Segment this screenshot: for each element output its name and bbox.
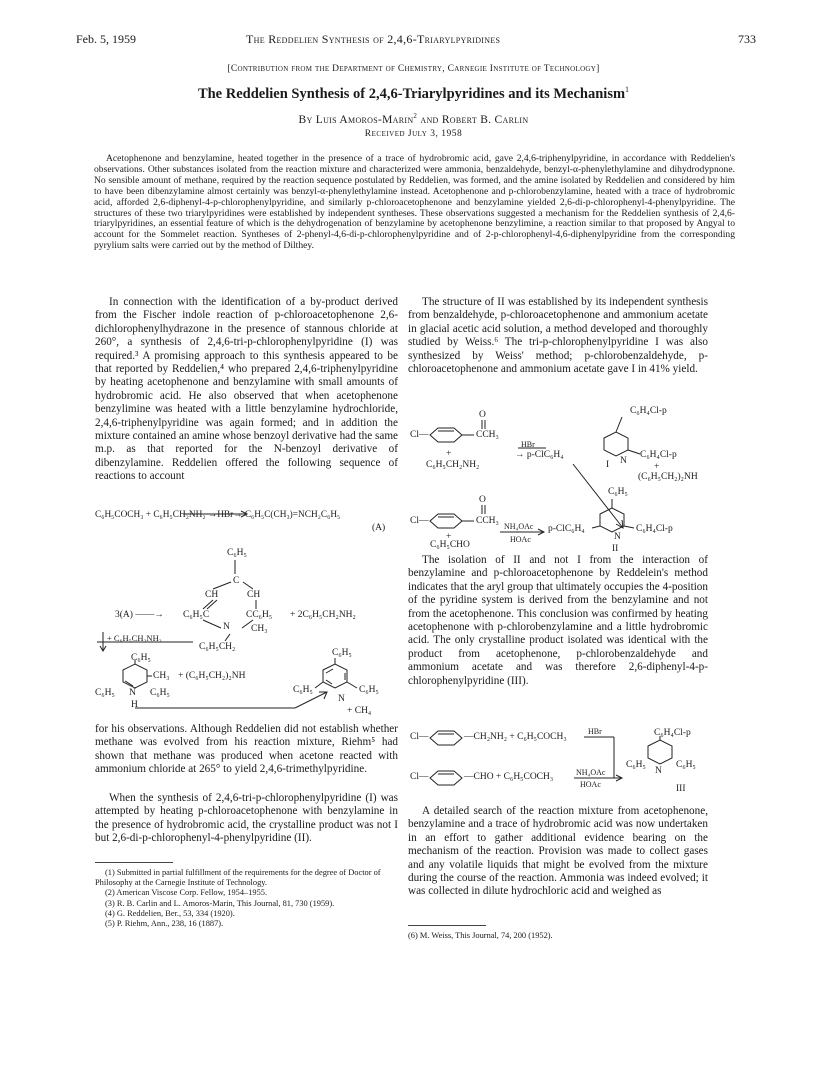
- title-footnote-mark: 1: [625, 85, 630, 94]
- received-date: Received July 3, 1958: [364, 129, 463, 139]
- product-ii-label: II: [612, 544, 619, 554]
- pyridine-nitrogen: N: [338, 694, 345, 704]
- dihydropyridine-top-phenyl: C₆H₅: [131, 653, 151, 663]
- running-header: [76, 32, 756, 48]
- footnote-4: (4) G. Reddelien, Ber., 53, 334 (1920).: [105, 908, 235, 918]
- ammonium-acetate-2: NH₄OAc: [576, 768, 606, 777]
- methane-byproduct: + CH₄: [347, 706, 372, 716]
- product-ii-nitrogen: N: [614, 532, 621, 542]
- footnote-1: (1) Submitted in partial fulfillment of the requirements for the degree of Doctor of Philosophy at the Carnegie Institute of Technology.: [95, 868, 381, 888]
- imine-nitrogen: N: [223, 622, 230, 632]
- right-scheme-2-bonds: [408, 732, 708, 792]
- left-paragraph-2: for his observations. Although Reddelien did not establish whether methane was evolved from his reaction mixture, Riehm⁵ had shown that methane was produced when acetone reacted with ammonium chloride at 265° to yield 2,4,6-trimethylpyridine.: [95, 723, 398, 776]
- right-scheme-1-bonds: [408, 398, 708, 553]
- dihydropyridine-left-phenyl: C₆H₅: [95, 688, 115, 698]
- hbr-catalyst-2: HBr: [588, 727, 602, 736]
- footnote-rule-right: [408, 925, 486, 926]
- dihydropyridine-h: H: [131, 700, 138, 710]
- product-i-top-aryl: C₆H₄Cl-p: [630, 406, 667, 416]
- left-footnotes: [95, 862, 398, 929]
- author-prefix: By: [298, 113, 316, 126]
- product-iii-right-phenyl: C₆H₅: [676, 760, 696, 770]
- footnote-rule: [95, 862, 173, 863]
- author-line: [0, 112, 827, 126]
- carbonyl-oxygen-2: O: [479, 495, 486, 505]
- pyridine-right-phenyl: C₆H₅: [359, 685, 379, 695]
- left-scheme-bonds: [95, 510, 400, 720]
- product-ii-right-aryl: C₆H₄Cl-p: [636, 524, 673, 534]
- benzaldehyde-reactant: C₆H₅CHO: [430, 540, 470, 550]
- intermediate-top-phenyl: C₆H₅: [227, 548, 247, 558]
- header-page-number: 733: [738, 32, 756, 46]
- cl-substituent-4: Cl—: [410, 772, 429, 782]
- benzylamine-reagent: + C₆H₅CH₂NH₂: [107, 633, 162, 643]
- cl-substituent-2: Cl—: [410, 516, 429, 526]
- dihydropyridine-methyl: CH₃: [153, 671, 170, 681]
- hbr-catalyst: HBr: [521, 440, 535, 449]
- carbonyl-oxygen-1: O: [479, 410, 486, 420]
- header-running-title: The Reddelien Synthesis of 2,4,6-Triarylpyridines: [246, 32, 501, 46]
- footnote-3: (3) R. B. Carlin and L. Amoros-Marin, This Journal, 81, 730 (1959).: [105, 898, 335, 908]
- header-date: Feb. 5, 1959: [76, 32, 136, 46]
- footnote-6: (6) M. Weiss, This Journal, 74, 200 (1952).: [408, 931, 553, 940]
- abstract: Acetophenone and benzylamine, heated together in the presence of a trace of hydrobromic acid, gave 2,4,6-triphenylpyridine, in accordance with Reddelien's observations. Other substances isolated from the reaction mixture and characterized were ammonia, benzaldehyde, benzyl-α-phenylethylamine and dihydrodypnone. No sensible amount of methane, required by the reaction sequence postulated by Reddelien, was formed, and the amine isolated by Reddelien and considered by him to have been dibenzylamine almost certainly was benzyl-α-phenylethylamine instead. Acetophenone and p-chlorobenzylamine, heated with a trace of hydrobromic acid, afforded 2,6-diphenyl-4-p-chlorophenylpyridine, and similarly p-chloroacetophenone and benzylamine yielded 2,6-di-p-chlorophenyl-4-phenylpyridine. The structures of these two triarylpyridines were established by independent syntheses. These observations suggested a mechanism for the Reddelien synthesis of 2,4,6-triarylpyridines, an essential feature of which is the dehydrogenation of benzylamine by acetophenone benzylimine, a reaction similar to that proposed by Angyal to account for the Sommelet reaction. Syntheses of 2-phenyl-4,6-di-p-chlorophenylpyridine and of 2-p-chlorophenyl-4,6-diphenylpyridine from the corresponding pyrylium salts were carried out by the method of Dilthey.: [94, 153, 735, 252]
- cl-substituent-1: Cl—: [410, 430, 429, 440]
- ch-right: CH: [247, 590, 261, 600]
- scheme-compound-iii: [408, 727, 708, 794]
- equation-1: —CH₂NH₂ + C₆H₅COCH₃: [464, 732, 567, 742]
- right-paragraph-3: A detailed search of the reaction mixture from acetophenone, benzylamine and a trace of hydrobromic acid was now undertaken in an effort to gather additional evidence bearing on the mechanism of the reaction. Provision was made to collect gases and any volatile liquids that might be evolved from the mixture during the course of the reaction. Ammonia was indeed evolved; it was collected in dilute hydrochloric acid and weighed as: [408, 805, 708, 898]
- dihydropyridine-right-phenyl: C₆H₅: [150, 688, 170, 698]
- equation-a: C₆H₅COCH₃ + C₆H₅CH₂NH₂ →HBr→ C₆H₅C(CH₃)=NCH₂C₆H₅: [95, 510, 341, 520]
- product-i-right-aryl: C₆H₄Cl-p: [640, 450, 677, 460]
- product-plus: +: [654, 462, 660, 472]
- dihydropyridine-nitrogen: N: [129, 688, 136, 698]
- scheme-compounds-i-ii: [408, 398, 708, 553]
- arrow-to-product-i: → p-ClC₆H₄: [515, 450, 564, 460]
- benzyl-substituent: C₆H₅CH₂: [199, 642, 236, 652]
- pyridine-top-phenyl: C₆H₅: [332, 648, 352, 658]
- central-carbon: C: [233, 576, 240, 586]
- phenyl-c-left: C₆H₅C: [183, 610, 210, 620]
- ch-left: CH: [205, 590, 219, 600]
- acetic-acid-2: HOAc: [580, 780, 601, 789]
- product-iii-top-aryl: C₆H₄Cl-p: [654, 728, 691, 738]
- ammonium-acetate: NH₄OAc: [504, 522, 534, 531]
- equation-2: —CHO + C₆H₅COCH₃: [464, 772, 554, 782]
- acetyl-group-1: CCH₃: [476, 430, 499, 440]
- footnote-5: (5) P. Riehm, Ann., 238, 16 (1887).: [105, 919, 224, 929]
- plus-sign-1: +: [446, 449, 452, 459]
- left-paragraph-1: In connection with the identification of a by-product derived from the Fischer indole reaction of p-chloroacetophenone 2,6-dichlorophenylhydrazone in the presence of stannous chloride at 260°, a synthesis of 2,4,6-tri-p-chlorophenylpyridine (I) was required.³ A promising approach to this synthesis appeared to be that reported by Reddelien,⁴ who prepared 2,4,6-triphenylpyridine by heating acetophenone and benzylamine with small amounts of hydrobromic acid. He also observed that when acetophenone benzylimine was heated with a little benzylamine hydrochloride, 2,4,6-triphenylpyridine was again formed; and in addition the mixture contained an amine whose benzoyl derivative had the same m.p. as that reported for the N-benzoyl derivative of dibenzylamine. Reddelien offered the following sequence of reactions to account: [95, 296, 398, 483]
- right-footnotes: [408, 925, 708, 941]
- product-iii-nitrogen: N: [655, 766, 662, 776]
- contribution-line: [Contribution from the Department of Chemistry, Carnegie Institute of Technology]: [227, 64, 600, 74]
- right-paragraph-1: The structure of II was established by its independent synthesis from benzaldehyde, p-chloroacetophenone and ammonium acetate in glacial acetic acid solution, a method developed and thoroughly studied by Weiss.⁶ The tri-p-chlorophenylpyridine I was also synthesized by Weiss' method; p-chlorobenzaldehyde, p-chloroacetophenone and ammonium acetate gave I in 41% yield.: [408, 296, 708, 376]
- acetic-acid: HOAc: [510, 535, 531, 544]
- author-2: Robert B. Carlin: [441, 113, 529, 126]
- product-ii-top-phenyl: C₆H₅: [608, 487, 628, 497]
- plus-benzylamine: + 2C₆H₅CH₂NH₂: [290, 610, 356, 620]
- dibenzylamine-product: (C₆H₅CH₂)₂NH: [638, 472, 698, 482]
- author-conj: and: [417, 113, 442, 126]
- methyl-group: CH₃: [251, 624, 268, 634]
- three-a-arrow: 3(A) ——→: [115, 610, 164, 620]
- phenyl-c-right: CC₆H₅: [246, 610, 273, 620]
- cl-substituent-3: Cl—: [410, 732, 429, 742]
- pyridine-left-phenyl: C₆H₅: [293, 685, 313, 695]
- plus-sign-2: +: [446, 532, 452, 542]
- acetyl-group-2: CCH₃: [476, 516, 499, 526]
- author-1-note: 2: [413, 112, 418, 120]
- equation-a-label: (A): [372, 523, 386, 533]
- paper-title-text: The Reddelien Synthesis of 2,4,6-Triarylpyridines and its Mechanism: [197, 85, 626, 102]
- product-ii-left-aryl: p-ClC₆H₄: [548, 524, 585, 534]
- paper-title: [0, 85, 827, 103]
- footnote-list: [95, 868, 398, 929]
- dihydropyridine-plus-amine: + (C₆H₅CH₂)₂NH: [178, 671, 246, 681]
- benzylamine-reactant: C₆H₅CH₂NH₂: [426, 460, 480, 470]
- reddelien-mechanism-scheme: [95, 510, 400, 825]
- left-paragraph-3: When the synthesis of 2,4,6-tri-p-chlorophenylpyridine (I) was attempted by heating p-chloroacetophenone with benzylamine in the presence of hydrobromic acid, the crystalline product was not I but 2,6-di-p-chlorophenyl-4-phenylpyridine (II).: [95, 792, 398, 845]
- right-paragraph-2: The isolation of II and not I from the interaction of benzylamine and p-chloroacetophenone by Reddelein's method indicates that the aryl group that ultimately occupies the 4-position of the pyridine system is derived from the benzylamine and not from the acetophenone. This conclusion was confirmed by heating acetophenone with p-chlorobenzylamine and a little hydrobromic acid. The only crystalline product isolated was identical with the product from acetophenone, p-chlorobenzaldehyde and ammonium acetate and was therefore 2,6-diphenyl-4-p-chlorophenylpyridine (III).: [408, 554, 708, 687]
- product-iii-label: III: [676, 784, 686, 794]
- product-i-label: I: [606, 460, 610, 470]
- product-iii-left-phenyl: C₆H₅: [626, 760, 646, 770]
- product-i-nitrogen: N: [620, 456, 627, 466]
- author-1: Luis Amoros-Marin: [315, 113, 414, 126]
- footnote-2: (2) American Viscose Corp. Fellow, 1954–1955.: [105, 888, 268, 898]
